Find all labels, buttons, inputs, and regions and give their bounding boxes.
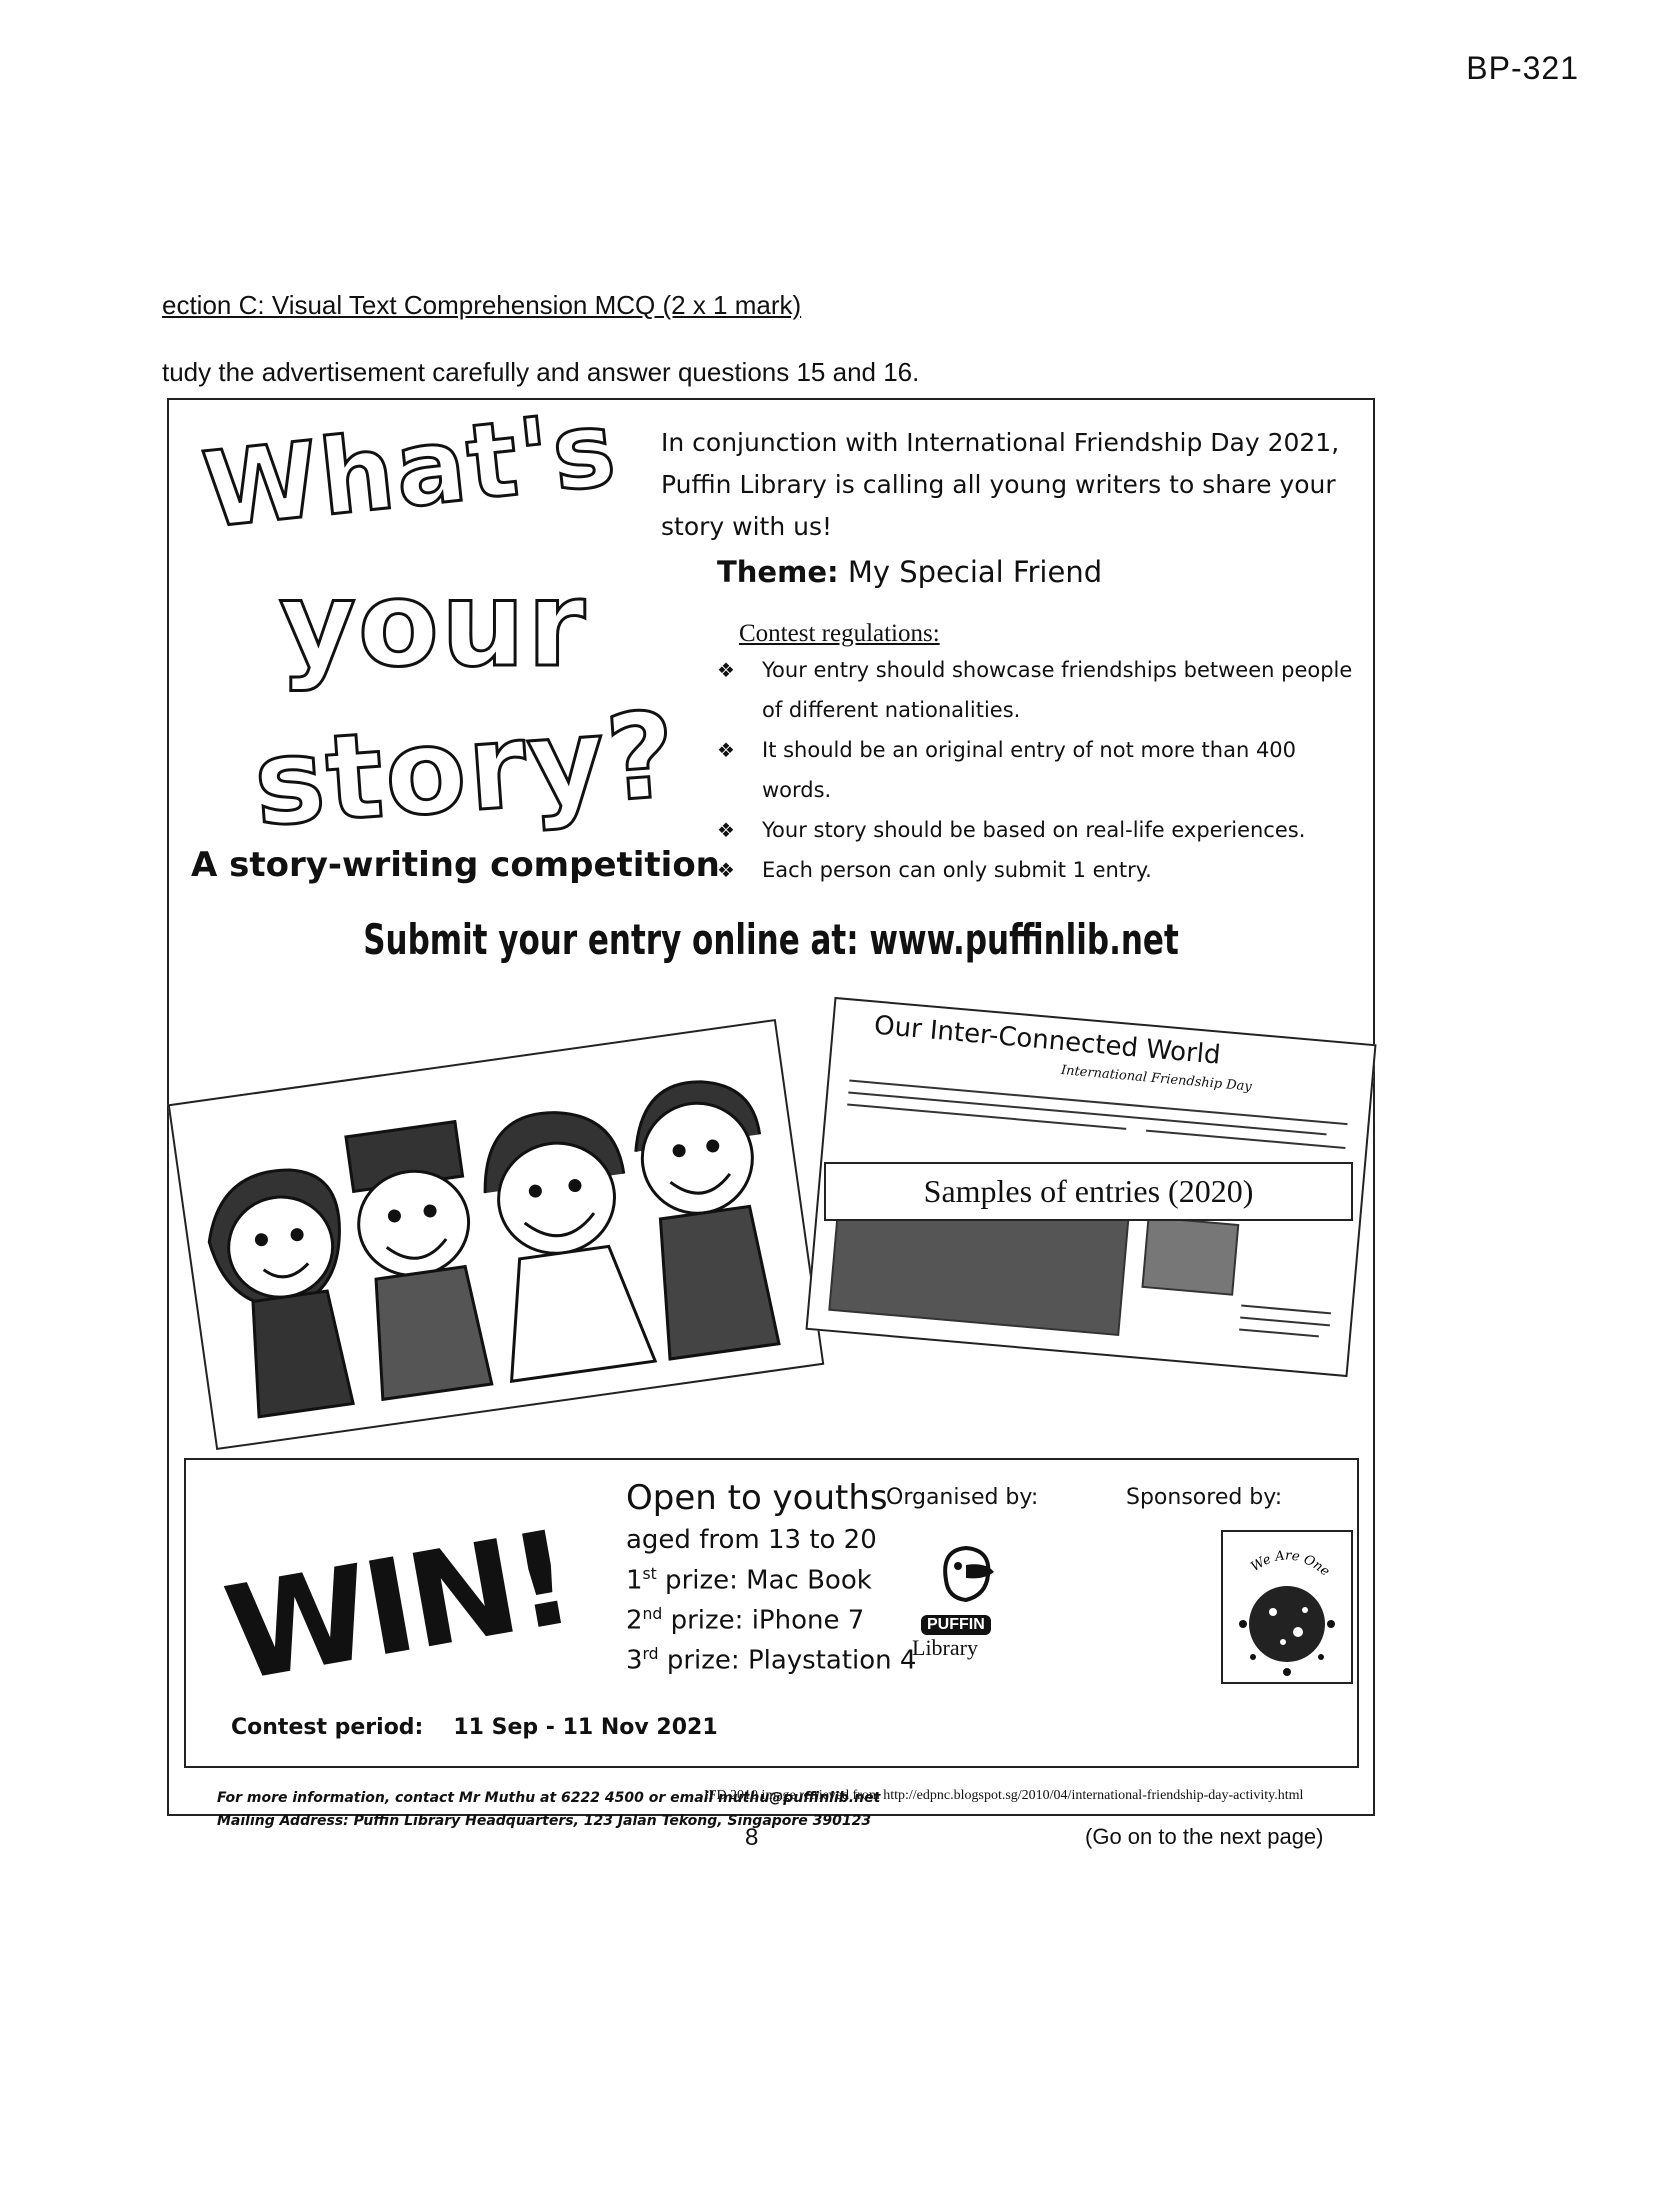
contest-period-dates: 11 Sep - 11 Nov 2021 bbox=[453, 1715, 718, 1740]
prize-box bbox=[184, 1458, 1359, 1768]
eligibility-title: Open to youths bbox=[626, 1478, 888, 1518]
diamond-bullet-icon: ❖ bbox=[717, 818, 735, 842]
headline-word-story: story? bbox=[249, 685, 682, 853]
section-heading: ection C: Visual Text Comprehension MCQ (2 x 1 mark) bbox=[162, 290, 802, 320]
image-credit: IFD 2010 image retrieved from http://edpnc.blogspot.sg/2010/04/international-friendship-day-activity.html bbox=[704, 1788, 1304, 1803]
svg-text:We Are One: We Are One bbox=[1248, 1548, 1333, 1580]
submit-url-text: Submit your entry online at: www.puffinlib.net bbox=[363, 915, 1179, 964]
diamond-bullet-icon: ❖ bbox=[717, 738, 735, 762]
intro-text: In conjunction with International Friendship Day 2021, Puffin Library is calling all young writers to share your story with us! bbox=[661, 428, 1340, 541]
advertisement bbox=[167, 387, 1375, 1829]
regulation-item: ❖ It should be an original entry of not more than 400 words. bbox=[717, 730, 1367, 810]
prize-third: 3rd prize: Playstation 4 bbox=[626, 1645, 917, 1676]
organised-by-label: Organised by: bbox=[886, 1485, 1039, 1510]
sponsored-by-label: Sponsored by: bbox=[1126, 1485, 1283, 1510]
page-number: 8 bbox=[745, 1824, 759, 1851]
tagline: A story-writing competition bbox=[191, 845, 720, 885]
regulation-item: ❖ Your story should be based on real-life experiences. bbox=[717, 810, 1367, 850]
contact-info: For more information, contact Mr Muthu at 6222 4500 or email muthu@puffinlib.net bbox=[217, 1790, 881, 1806]
prize-second: 2nd prize: iPhone 7 bbox=[626, 1605, 865, 1636]
diamond-bullet-icon: ❖ bbox=[717, 858, 735, 882]
win-text: WIN! bbox=[215, 1501, 581, 1711]
sponsor-logo bbox=[1221, 1530, 1353, 1684]
theme bbox=[717, 555, 1102, 589]
regulation-item: ❖ Your entry should showcase friendships between people of different nationalities. bbox=[717, 650, 1367, 730]
children-illustration bbox=[168, 1019, 825, 1450]
samples-label: Samples of entries (2020) bbox=[824, 1162, 1353, 1221]
diamond-bullet-icon: ❖ bbox=[717, 658, 735, 682]
puffin-logo-icon bbox=[936, 1540, 996, 1610]
regulations-title: Contest regulations: bbox=[739, 620, 940, 647]
mailing-address: Mailing Address: Puffin Library Headquarters, 123 Jalan Tekong, Singapore 390123 bbox=[217, 1813, 872, 1829]
headline-word-whats: What's bbox=[197, 387, 623, 552]
next-page-note: (Go on to the next page) bbox=[1085, 1824, 1324, 1849]
instruction-text: tudy the advertisement carefully and answer questions 15 and 16. bbox=[162, 357, 920, 387]
contest-period-label: Contest period: bbox=[231, 1715, 424, 1740]
library-logo-text: Library bbox=[912, 1635, 978, 1660]
contest-period bbox=[231, 1715, 718, 1740]
theme-label: Theme: bbox=[717, 555, 839, 589]
headline-word-your: your bbox=[279, 555, 588, 693]
paper-code: BP-321 bbox=[1466, 50, 1579, 86]
theme-value: My Special Friend bbox=[847, 555, 1103, 589]
eligibility-age: aged from 13 to 20 bbox=[626, 1525, 877, 1555]
regulations-list bbox=[717, 650, 1367, 890]
newsletter-subtitle: International Friendship Day bbox=[1060, 1062, 1253, 1095]
globe-logo-icon bbox=[1223, 1532, 1351, 1682]
children-drawing-icon bbox=[170, 1021, 822, 1448]
newsletter-photos-icon bbox=[808, 1069, 1369, 1375]
newsletter-title: Our Inter-Connected World bbox=[872, 1010, 1222, 1071]
regulation-item: ❖ Each person can only submit 1 entry. bbox=[717, 850, 1367, 890]
puffin-logo-text: PUFFIN bbox=[921, 1615, 991, 1635]
prize-first: 1st prize: Mac Book bbox=[626, 1565, 872, 1596]
